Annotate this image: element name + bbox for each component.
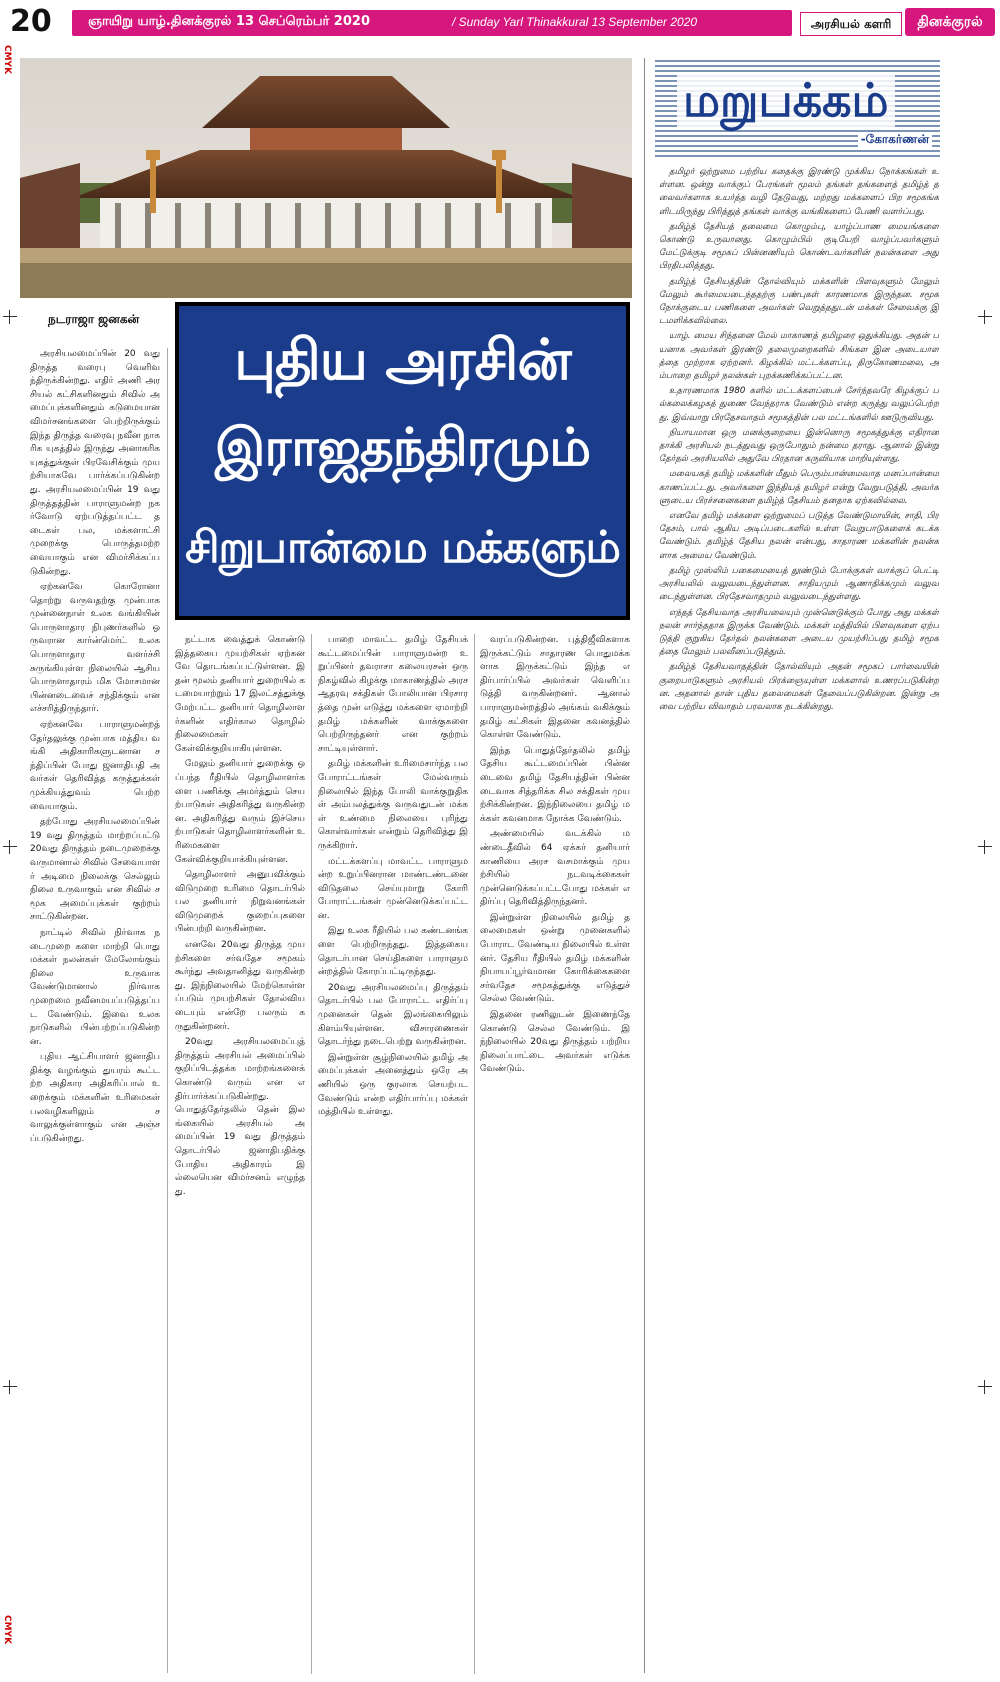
paragraph: மலையகத் தமிழ் மக்களின் மீதும் பெரும்பான்மைவாத மனப்பான்மை காணப்பட்டது. அவர்களை இந்தியத் தமிழர் என்று வேறுபடுத்தி, அவர்களுடைய பிரச்சனைகளை தமிழ்த் தேசியம் தனதாக ஏற்கவில்லை. [659,469,939,506]
paragraph: அண்மையில் வடக்கில் மண்டைதீவில் 64 ஏக்கர் தனியார் காணியை அரச வசமாக்கும் முயற்சியில் நடவடிக்கைகள் முன்னெடுக்கப்பட்டபோது மக்கள் எதிர்ப்பு தெரிவித்திருந்தனர். [480,829,630,908]
headline-line: புதிய அரசின் [234,328,571,393]
article-column [318,634,468,1674]
paragraph: தமிழ்த் தேசியவாதத்தின் தோல்வியும் அதன் சமூகப் பார்வையின் குறைபாடுகளும் அரசியல் பிரக்ஞையுள்ள மக்களால் உணரப்படுகின்றன. அதனால் தான் புதிய தலைமைகள் தேவைப்படுகின்றன. இன்று அவை பற்றிய விவாதம் பரவலாக நடக்கின்றது. [659,662,939,712]
side-column-author: -கோகர்ணன் [858,132,932,148]
page-number: 20 [10,4,52,39]
tamil-date: ஞாயிறு யாழ்.தினக்குரல் 13 செப்ரெம்பர் 2020 [88,14,370,29]
paragraph: தொழிலாளர் அனுபவிக்கும் விடுமுறை உரிமை தொடர்பில் பல தனியார் நிறுவனங்கள் விடுமுறைக் குறைப்புகளை பின்பற்றி வருகின்றன. [175,870,305,935]
paragraph: இதனை ரணிலுடன் இணைந்தே கொண்டு செல்ல வேண்டும். இந்நிலையில் 20வது திருத்தம் பற்றிய நிலைப்பாட்டை அவர்கள் எடுக்க வேண்டும். [480,1010,630,1075]
english-date: / Sunday Yarl Thinakkural 13 September 2020 [452,15,698,29]
parliament-photo [20,58,632,298]
paragraph: ஏற்கனவே பாராளுமன்றத் தேர்தலுக்கு முன்பாக மத்திய வங்கி அதிகாரிகளுடனான சந்திப்பின் போது ஜனாதிபதி அவர்கள் தெரிவித்த கருத்துக்கள் முக்கியத்துவம் பெற்றவையாகும். [30,720,160,812]
paragraph: தமிழ்த் தேசியத் தலைமை கொழும்பு, யாழ்ப்பாண மையங்களை கொண்டு உருவானது. கொழும்பில் குடியேறி வாழ்ப்பவர்களும் மேட்டுக்குடி சமூகப் பின்னணியும் கொண்டவர்களின் நலன்களை அது பிரதிபலித்தது. [659,221,939,272]
registration-mark-icon [3,310,17,324]
cmyk-marker-top: CMYK [2,45,12,75]
side-column-body [659,166,939,1666]
paragraph: எனவே தமிழ் மக்களை ஒற்றுமைப் படுத்த வேண்டுமாயின், சாதி, பிரதேசம், பால் ஆகிய அடிப்படைகளில் உள்ள வேறுபாடுகளைக் கடக்க வேண்டும். தமிழ்த் தேசிய நலன் என்பது, சாதாரண மக்களின் நலன்களாக அமைய வேண்டும். [659,511,939,561]
paragraph: அரசியலமைப்பின் 20 வது திருத்த வரைபு வெளிவந்திருக்கின்றது. எதிர் அணி அரசியல் கட்சிகளினதும் சிவில் அமைப்புக்களினதும் கடுமையான விமர்சனங்களை பெற்றிருக்கும் இந்த திருத்த வரைவு நவீன நாகரிக யுகத்தில் இருந்து அனாகரிக யுகத்துக்குள் பிரவேசிக்கும் முயற்சியாகவே பார்க்கப்படுகின்றது. அரசியலமைப்பின் 19 வது திருத்தத்தின் பாராளுமன்ற நகர்வோடு ஏற்படுத்தப்பட்ட தடைகள் பல, மக்களாட்சி முறைக்கு பொருத்தமற்றவையாகும் என விமர்சிக்கப்படுகின்றது. [30,349,160,577]
paragraph: மேலும் தனியார் துறைக்கு ஒப்பந்த ரீதியில் தொழிலாளர்களை பணிக்கு அமர்த்தும் செயற்பாடுகள் அதிகரித்து வருகின்றன. அதிகரித்து வரும் இச்செயற்பாடுகள் தொழிலாளர்களின் உரிமைகளை கேள்விக்குறியாக்கியுள்ளன. [175,759,305,865]
side-column [644,58,945,1673]
registration-mark-icon [3,1380,17,1394]
paragraph: நியாயமான ஒரு மனக்குறையை இன்னொரு சமூகத்துக்கு எதிரான தாக்கி அரசியல் நடத்துவது ஒருபோதும் நன்மை தராது. ஆனால் இன்று தேர்தல் அரசியலில் அதுவே பிரதான கருவியாக மாறியுள்ளது. [659,427,939,465]
paragraph: எந்தத் தேசியவாத அரசியலையும் முன்னெடுக்கும் போது அது மக்கள் நலன் சார்ந்ததாக இருக்க வேண்டும். மக்கள் மத்தியில் பிளவுகளை ஏற்படுத்தி குறுகிய தேர்தல் நலன்களை அடைய முயற்சிப்பது தமிழ் சமூகத்தை மேலும் பலவீனப்படுத்தும். [659,607,939,658]
paragraph: பாறை மாவட்ட தமிழ் தேசியக் கூட்டமைப்பின் பாராளுமன்ற உறுப்பினர் தவராசா கலையரசன் ஒரு நிகழ்வில் கிழக்கு மாகாணத்தில் அரச ஆதரவு சக்திகள் போலியான பிரசாரத்தை முன் எடுத்து மக்களை ஏமாற்றி தமிழ் மக்களின் வாக்குகளை பெற்றிருந்தனர் என குற்றம் சாட்டியுள்ளார். [318,635,468,754]
paragraph: இன்றுள்ள நிலையில் தமிழ் தலைமைகள் ஒன்று முனைகளில் போராட வேண்டிய நிலையில் உள்ளனர். தேசிய ரீதியில் தமிழ் மக்களின் நியாயப்பூர்வமான கோரிக்கைகளை சர்வதேச சமூகத்துக்கு எடுத்துச் செல்ல வேண்டும். [480,912,630,1005]
paragraph: நட்டாக வைத்துக் கொண்டு இத்தகைய முயற்சிகள் ஏற்கனவே தொடங்கப்பட்டுள்ளன. இதன் மூலம் தனியார் துறையில் கடமையாற்றும் 17 இலட்சத்துக்கு மேற்பட்ட தனியார் தொழிலாளர்களின் எதிர்கால தொழில் நிலைமைகள் கேள்விக்குறியாகியுள்ளன. [175,635,305,754]
paragraph: இது உலக ரீதியில் பல கண்டனங்களை பெற்றிருந்தது. இத்தகைய தொடர்பான செய்திகளை பாராளுமன்றத்தில் கோரப்பட்டிருந்தது. [318,926,468,978]
paragraph: இன்றுள்ள சூழ்நிலையில் தமிழ் அமைப்புக்கள் அனைத்தும் ஒரே அணியில் ஒரு குரலாக செயற்பட வேண்டும் என்ற எதிர்பார்ப்பு மக்கள் மத்தியில் உள்ளது. [318,1052,468,1118]
paragraph: உதாரணமாக 1980 களில் மட்டக்களப்பைச் சேர்ந்தவரே கிழக்குப் பல்கலைக்கழகத் துணை வேந்தராக வேண்டும் என்ற கருத்து வலுப்பெற்றது. இவ்வாறு பிரதேசவாதம் சமூகத்தின் பல மட்டங்களில் ஊடுருவியது. [659,386,939,423]
headline-box [175,302,630,620]
registration-mark-icon [978,310,992,324]
paragraph: யாழ். மைய சிந்தனை மேல் மாகாணத் தமிழரை ஒதுக்கியது. அதன் பயனாக அவர்கள் இரண்டு தலைமுறைகளில் சிங்கள இன அடையாளத்தை முற்றாக ஏற்றனர். கிழக்கில் மட்டக்களப்பு, திருகோணமலை, அம்பாறை தமிழர் நலன்கள் புறக்கணிக்கப்பட்டன. [659,331,939,382]
paragraph: நாட்டில் சிவில் நிர்வாக நடைமுறை களை மாற்றி பொது மக்கள் நலன்கள் மேலோங்கும் நிலை உருவாக வேண்டுமானால் நிர்வாக முறைமை நவீனமயப்படுத்தப்பட வேண்டும். இவை உலக நாடுகளில் பின்பற்றப்படுகின்றன. [30,927,160,1047]
masthead-logo: தினக்குரல் [905,8,995,36]
registration-mark-icon [3,840,17,854]
side-column-header [655,60,940,160]
registration-mark-icon [978,1380,992,1394]
paragraph: தற்போது அரசியலமைப்பின் 19 வது திருத்தம் மாற்றப்பட்டு 20வது திருத்தம் நடைமுறைக்கு வருமானால் சிவில் சேவையாளர் அடிமை நிலைக்கு செல்லும் நிலை உருவாகும் என சிவில் சமூக அமைப்புக்கள் குற்றம் சாட்டுகின்றன. [30,817,160,923]
paragraph: ஏற்கனவே கொரோனா தொற்று வருவதற்கு முன்பாக முன்னைநாள் உலக வங்கியின் பொருளாதார நிபுணர்களில் ஒருவரான கார்ன்மெர்ட் உலக பொருளாதார வளர்ச்சி சுருங்கியுள்ள நிலையில் ஆசிய பொருளாதாரம் மிக மோசமான பின்னடைவைச் சந்திக்கும் என எச்சரித்திருந்தார். [30,582,160,715]
cmyk-marker-bottom: CMYK [2,1615,12,1645]
paragraph: தமிழ்த் தேசியத்தின் தோல்வியும் மக்களின் பிளவுகளும் மேலும் மேலும் கூர்மையடைந்ததற்கு பண்புகள் காரணமாக இருந்தன. சமூக நோக்குடைய பணிகளை அவர்கள் வெறுத்ததுடன் மக்கள் சேவைக்கு இடமளிக்கவில்லை. [659,276,939,327]
headline-line: சிறுபான்மை மக்களும் [185,522,620,573]
paragraph: 20வது அரசியலமைப்பு திருத்தம் தொடர்பில் பல போராட்ட எதிர்ப்பு முனைகள் தென் இலங்கையிலும் கிளம்பியுள்ளன. விசாரணைகள் தொடர்ந்து நடைபெற்று வருகின்றன. [318,982,468,1048]
column-divider [474,634,475,1674]
article-column [480,634,630,1674]
article-column [175,634,305,1674]
header-bar [72,10,792,36]
paragraph: தமிழ் மக்களின் உரிமைசார்ந்த பல போராட்டங்கள் மேல்வரும் நிலையில் இந்த போலி வாக்குறுதிகள் அம்பலத்துக்கு வருவதுடன் மக்கள் உண்மை நிலையை புரிந்து கொள்வார்கள் என்றும் தெரிவித்து இருக்கிறார். [318,759,468,851]
paragraph: வரப்படுகின்றன. புத்திஜீவிகளாக இருக்கட்டும் சாதாரண பொதுமக்களாக இருக்கட்டும் இந்த எதிர்பார்ப்பில் அவர்கள் வெளிப்படுத்தி வருகின்றனர். ஆனால் பாராளுமன்றத்தில் அங்கம் வகிக்கும் தமிழ் கட்சிகள் இதனை கவனத்தில் கொள்ள வேண்டும். [480,635,630,741]
column-divider [311,634,312,1674]
paragraph: தமிழ் முஸ்லிம் பகைமையைத் தூண்டும் போக்குகள் வாக்குப் பெட்டி அரசியலில் வலுவடைந்துள்ளன. சாதியமும் ஆணாதிக்கமும் வலுவடைந்துள்ளன. பிரதேசவாதமும் வலுவடைந்துள்ளது. [659,565,939,603]
paragraph: இந்த பொதுத்தேர்தலில் தமிழ் தேசிய கூட்டமைப்பின் பின்னடைவை தமிழ் தேசியத்தின் பின்னடைவாக சித்தரிக்க சில சக்திகள் முயற்சிக்கின்றன. இந்நிலையை தமிழ் மக்கள் கவனமாக நோக்க வேண்டும். [480,745,630,824]
paragraph: 20வது அரசியலமைப்புத் திருத்தம் அரசியல் அமைப்பில் குறிப்பிடத்தக்க மாற்றங்களைக் கொண்டு வரும் என எதிர்பார்க்கப்படுகின்றது. பொதுத்தேர்தலில் தென் இலங்கையில் அரசியல் அமைப்பின் 19 வது திருத்தம் தொடர்பில் ஜனாதிபதிக்கு போதிய அதிகாரம் இல்லையென விமர்சனம் எழுந்தது. [175,1037,305,1197]
paragraph: தமிழர் ஒற்றுமை பற்றிய கதைக்கு இரண்டு முக்கிய நோக்கங்கள் உள்ளன. ஒன்று வாக்குப் பேரங்கள் மூலம் தங்கள் தங்களைத் தமிழ்த் தலைவர்களாக உயர்த்த வழி தேடுவது, மற்றது மக்களைப் பிற சமூகங்களிடமிருந்து பிரித்துத் தங்கள் வாக்கு வங்கிகளைப் பேணி வளர்ப்பது. [659,167,939,217]
paragraph: புதிய ஆட்சியாளர் ஜனாதிபதிக்கு வழங்கும் துயரம் கூட்டற்ற அதிகார அதிகரிப்பால் உறைக்கும் மக்களின் உரிமைகள் பலவழிகளிலும் சவாலுக்குள்ளாகும் என அஞ்சப்படுகின்றது. [30,1052,160,1144]
column-divider [167,348,168,1673]
byline: நடராஜா ஜனகன் [48,312,140,326]
headline-line: இராஜதந்திரமும் [214,418,591,478]
paragraph: எனவே 20வது திருத்த முயற்சிகளை சர்வதேச சமூகம் கூர்ந்து அவதானித்து வருகின்றது. இந்நிலையில் மேற்கொள்ளப்படும் முயற்சிகள் தோல்வியடையும் என்றே பலரும் கருதுகின்றனர். [175,940,305,1032]
paragraph: மட்டக்களப்பு மாவட்ட பாராளுமன்ற உறுப்பினரான மாண்டண்டனை விடுதலை செய்யுமாறு கோரி போராட்டங்கள் முன்னெடுக்கப்பட்டன. [318,856,468,921]
article-column [30,348,160,1673]
section-label: அரசியல் களரி [800,12,902,36]
registration-mark-icon [978,840,992,854]
side-column-title: மறுபக்கம் [677,72,895,128]
